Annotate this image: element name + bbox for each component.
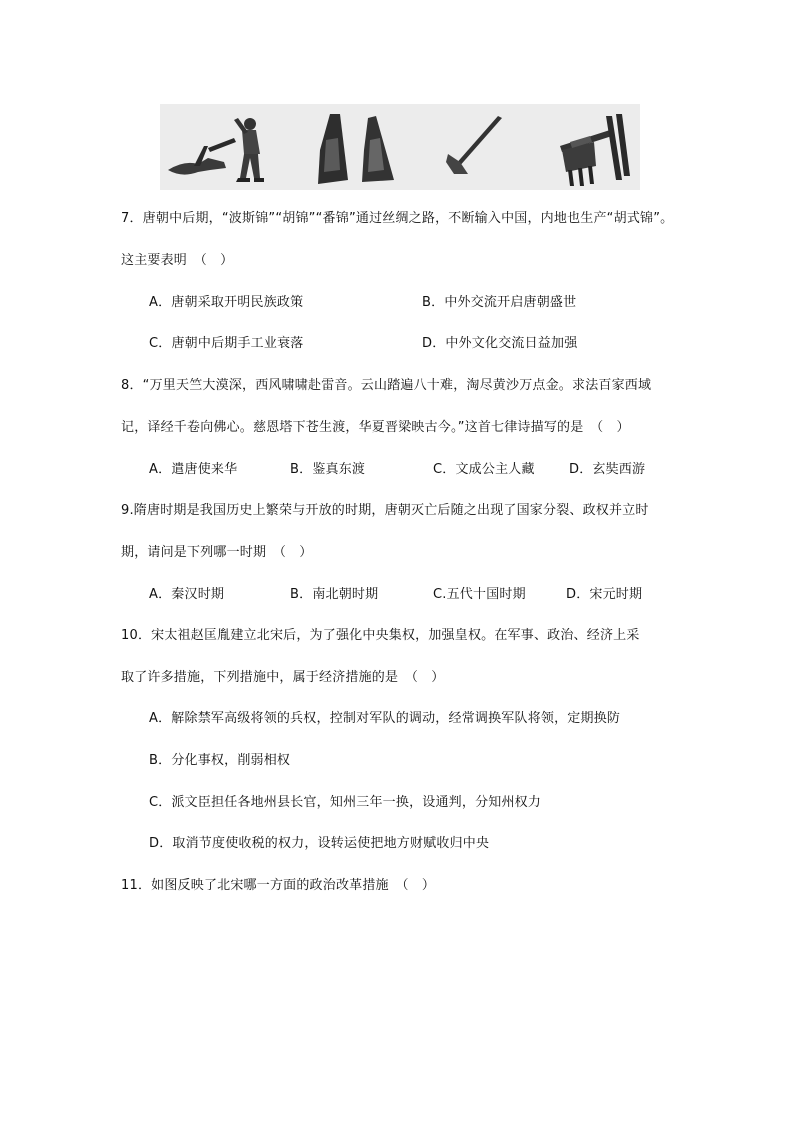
q10-stem-line1: 10．宋太祖赵匡胤建立北宋后，为了强化中央集权，加强皇权。在军事、政治、经济上采 <box>121 628 640 643</box>
iron-ploughshare-icon <box>310 110 400 190</box>
q9-stem-line1: 9.隋唐时期是我国历史上繁荣与开放的时期，唐朝灭亡后随之出现了国家分裂、政权并立时 <box>121 503 649 518</box>
q7-stem-line2: 这主要表明 （ ） <box>121 253 234 268</box>
q7-stem-line1: 7．唐朝中后期，“波斯锦”“胡锦”“番锦”通过丝绸之路，不断输入中国，内地也生产“胡式锦”。 <box>121 211 674 226</box>
q7-option-a: A．唐朝采取开明民族政策 <box>149 295 304 310</box>
q9-stem-line2: 期，请问是下列哪一时期 （ ） <box>121 545 313 560</box>
q10-option-c: C．派文臣担任各地州县长官，知州三年一换，设通判，分知州权力 <box>149 795 542 810</box>
q10-option-a: A．解除禁军高级将领的兵权，控制对军队的调动，经常调换军队将领，定期换防 <box>149 711 621 726</box>
q7-option-d: D．中外文化交流日益加强 <box>422 336 578 351</box>
q11-stem: 11．如图反映了北宋哪一方面的政治改革措施 （ ） <box>121 878 436 893</box>
q9-option-d: D．宋元时期 <box>566 587 643 602</box>
q7-option-c: C．唐朝中后期手工业衰落 <box>149 336 304 351</box>
q9-option-a: A．秦汉时期 <box>149 587 225 602</box>
farming-tools-figure <box>160 98 640 194</box>
q7-option-b: B．中外交流开启唐朝盛世 <box>422 295 577 310</box>
q10-option-d: D．取消节度使收税的权力，设转运使把地方财赋收归中央 <box>149 836 490 851</box>
hoe-icon <box>440 112 510 182</box>
q8-option-d: D．玄奘西游 <box>569 462 646 477</box>
q8-option-a: A．遣唐使来华 <box>149 462 238 477</box>
q8-option-b: B．鉴真东渡 <box>290 462 366 477</box>
q10-stem-line2: 取了许多措施，下列措施中，属于经济措施的是 （ ） <box>121 670 445 685</box>
q8-option-c: C．文成公主人藏 <box>433 462 535 477</box>
q10-option-b: B．分化事权，削弱相权 <box>149 753 291 768</box>
seed-drill-icon <box>550 106 634 190</box>
q8-stem-line1: 8．“万里天竺大漠深，西风啸啸赴雷音。云山踏遍八十难，淘尽黄沙万点金。求法百家西域 <box>121 378 652 393</box>
q9-option-b: B．南北朝时期 <box>290 587 379 602</box>
q9-option-c: C.五代十国时期 <box>433 587 526 602</box>
plough-with-farmer-icon <box>164 108 274 190</box>
q8-stem-line2: 记，译经千卷向佛心。慈恩塔下苍生渡，华夏晋梁映古今。”这首七律诗描写的是 （ ） <box>121 420 630 435</box>
